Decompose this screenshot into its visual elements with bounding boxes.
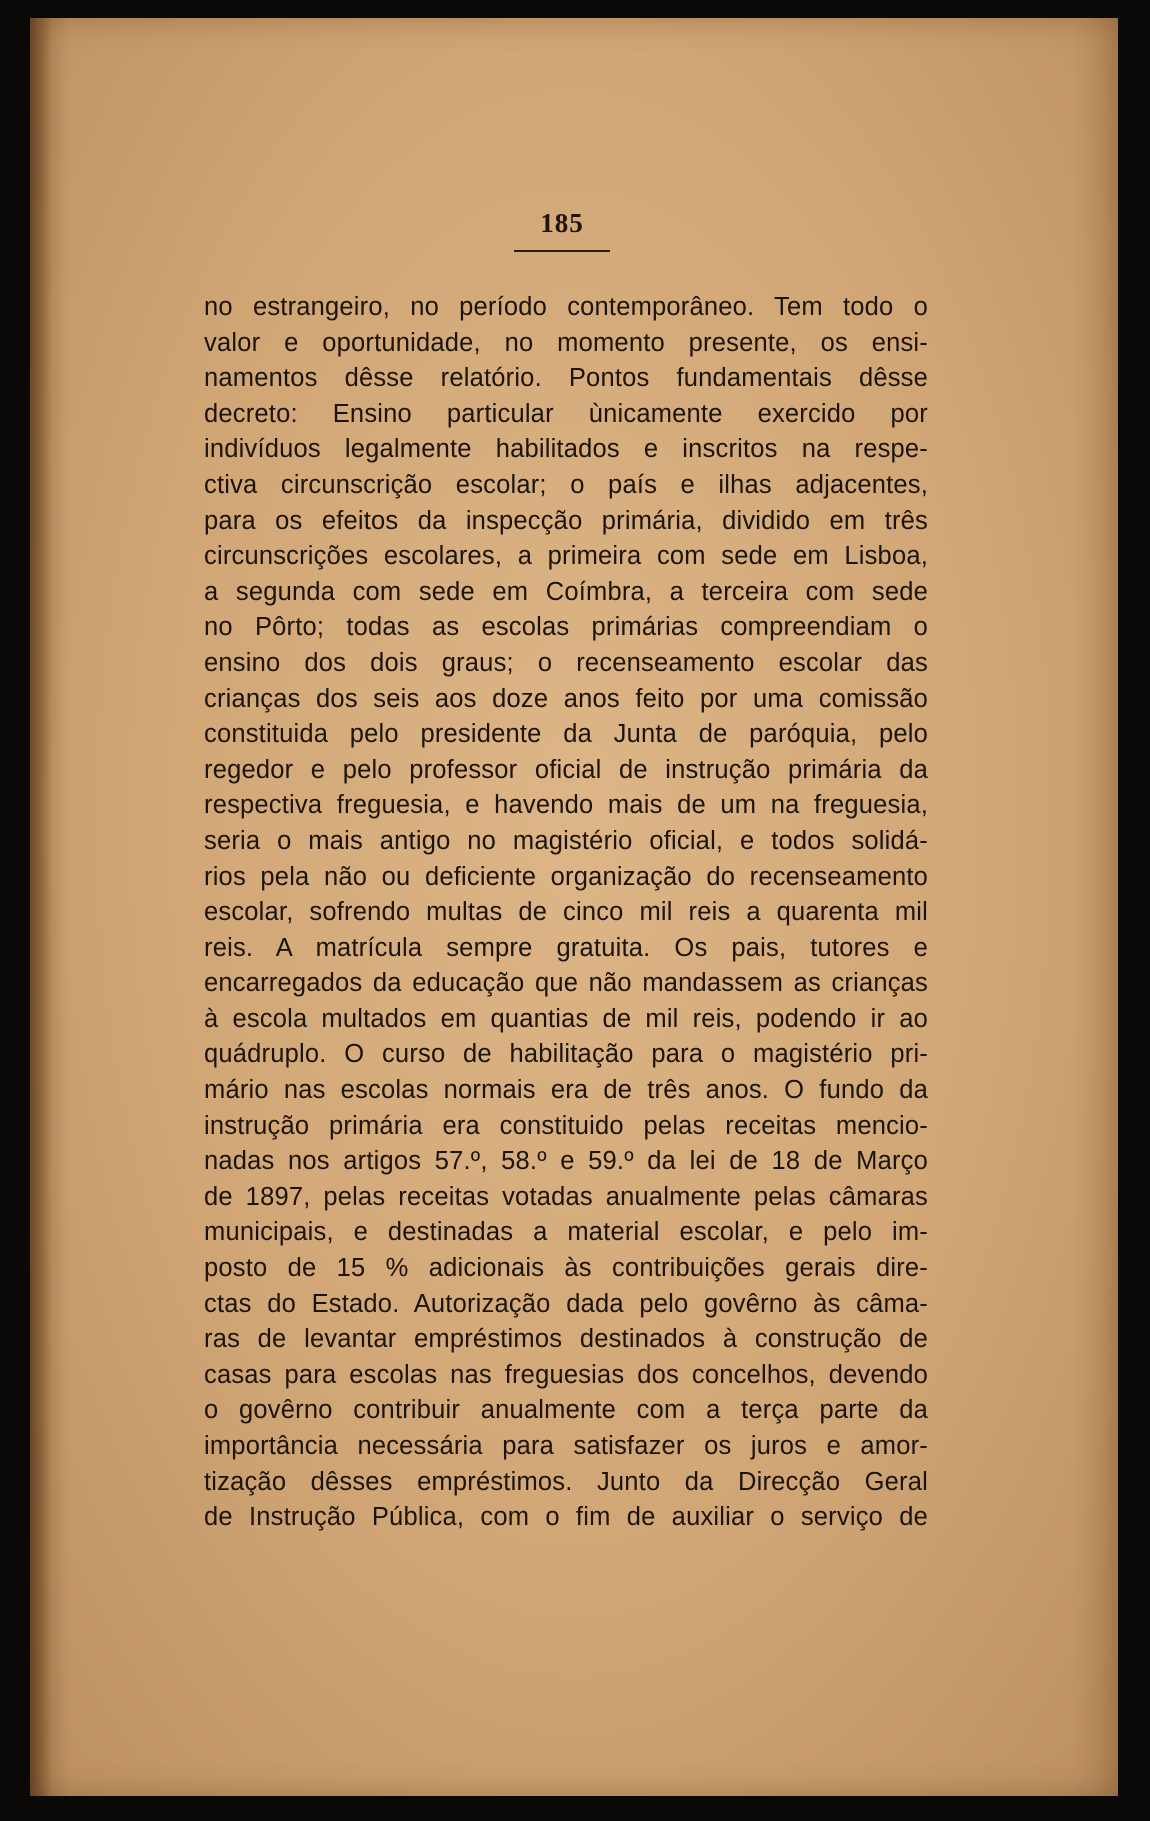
text-line: tização dêsses empréstimos. Junto da Direcção Geral: [204, 1467, 928, 1496]
text-line: importância necessária para satisfazer os juros e amor-: [204, 1432, 928, 1460]
text-line: decreto: Ensino particular ùnicamente exercido por: [204, 399, 928, 428]
text-line: circunscrições escolares, a primeira com sede em Lisboa,: [204, 542, 928, 571]
body-text: [204, 290, 928, 1536]
text-line: indivíduos legalmente habilitados e inscritos na respe-: [204, 435, 928, 464]
text-line: seria o mais antigo no magistério oficial, e todos solidá-: [204, 826, 928, 855]
page-spine-shadow: [30, 18, 52, 1796]
text-line: no Pôrto; todas as escolas primárias compreendiam o: [204, 613, 928, 642]
text-line: nadas nos artigos 57.º, 58.º e 59.º da lei de 18 de Março: [204, 1147, 928, 1176]
text-line: escolar, sofrendo multas de cinco mil reis a quarenta mil: [204, 898, 928, 927]
text-line: crianças dos seis aos doze anos feito por uma comissão: [204, 684, 928, 713]
text-line: ctiva circunscrição escolar; o país e ilhas adjacentes,: [204, 470, 928, 499]
text-line: valor e oportunidade, no momento presente, os ensi-: [204, 328, 928, 357]
text-line: namentos dêsse relatório. Pontos fundamentais dêsse: [204, 364, 928, 393]
text-line: quádruplo. O curso de habilitação para o magistério pri-: [204, 1040, 928, 1069]
text-line: constituida pelo presidente da Junta de paróquia, pelo: [204, 720, 928, 749]
text-line: municipais, e destinadas a material escolar, e pelo im-: [204, 1218, 928, 1247]
text-line: ras de levantar empréstimos destinados à construção de: [204, 1325, 928, 1354]
text-line: casas para escolas nas freguesias dos concelhos, devendo: [204, 1360, 928, 1389]
text-line: de 1897, pelas receitas votadas anualmente pelas câmaras: [204, 1182, 928, 1211]
text-line: reis. A matrícula sempre gratuita. Os pais, tutores e: [204, 933, 928, 962]
text-line: de Instrução Pública, com o fim de auxiliar o serviço de: [204, 1503, 928, 1532]
text-line: à escola multados em quantias de mil reis, podendo ir ao: [204, 1004, 928, 1033]
text-line: o govêrno contribuir anualmente com a terça parte da: [204, 1396, 928, 1425]
text-line: para os efeitos da inspecção primária, dividido em três: [204, 506, 928, 535]
text-line: no estrangeiro, no período contemporâneo. Tem todo o: [204, 293, 928, 321]
text-line: respectiva freguesia, e havendo mais de um na freguesia,: [204, 791, 928, 820]
text-line: regedor e pelo professor oficial de instrução primária da: [204, 755, 928, 784]
text-line: posto de 15 % adicionais às contribuições gerais dire-: [204, 1254, 928, 1283]
text-line: a segunda com sede em Coímbra, a terceira com sede: [204, 577, 928, 606]
text-line: ensino dos dois graus; o recenseamento escolar das: [204, 648, 928, 677]
text-line: encarregados da educação que não mandassem as crianças: [204, 969, 928, 998]
text-line: ctas do Estado. Autorização dada pelo govêrno às câma-: [204, 1289, 928, 1318]
text-line: instrução primária era constituido pelas receitas mencio-: [204, 1111, 928, 1140]
page-number-rule: [514, 250, 610, 252]
text-line: rios pela não ou deficiente organização do recenseamento: [204, 862, 928, 891]
page-number: 185: [540, 208, 584, 238]
text-line: mário nas escolas normais era de três anos. O fundo da: [204, 1076, 928, 1105]
